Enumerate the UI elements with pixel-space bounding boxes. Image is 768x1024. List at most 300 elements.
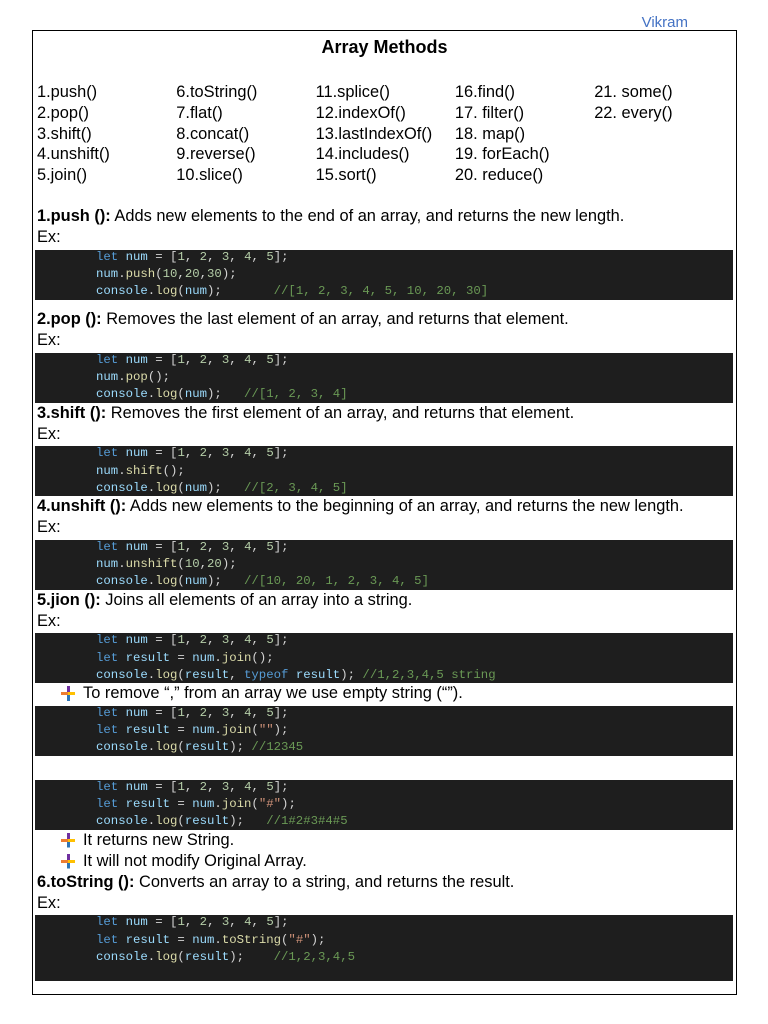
code-token: [ [170, 539, 178, 554]
code-token: ) [207, 387, 215, 402]
code-token: ; [281, 446, 289, 461]
code-token: . [118, 370, 126, 385]
method-name: 2.pop (): [37, 310, 102, 329]
spacer [33, 756, 736, 779]
code-token: ; [281, 352, 289, 367]
code-token: num [96, 463, 119, 478]
code-token: , [251, 705, 259, 720]
code-token: 5 [266, 249, 274, 264]
method-item: 21. some() [594, 83, 673, 101]
code-token: 3 [221, 539, 230, 554]
section-heading [33, 309, 736, 330]
method-item: 2.pop() [37, 103, 89, 122]
code-line [96, 813, 733, 830]
code-token: ] [273, 446, 282, 461]
code-token: ( [155, 267, 163, 282]
bullet-text: To remove “,” from an array we use empty string (“”). [83, 684, 463, 703]
code-token: = [155, 539, 163, 554]
code-token: , [229, 352, 237, 367]
code-token: result [184, 740, 230, 755]
code-token: ; [281, 539, 289, 554]
code-line [96, 250, 733, 266]
code-token: num [125, 915, 148, 930]
code-token: 3 [221, 705, 230, 720]
code-token: [ [170, 915, 178, 930]
bullet-text: It will not modify Original Array. [83, 851, 307, 870]
code-token: = [155, 352, 163, 367]
code-token: ; [281, 249, 289, 264]
code-token: . [147, 480, 156, 495]
code-token: 4 [244, 249, 252, 264]
code-token: let [96, 779, 119, 794]
code-token: , [251, 249, 259, 264]
code-token: console [96, 574, 148, 589]
code-token: . [147, 284, 156, 299]
code-token: num [125, 705, 148, 720]
methods-column [37, 82, 176, 186]
code-token: ; [347, 667, 356, 682]
method-item: 17. filter() [454, 103, 525, 122]
code-token: 3 [221, 446, 230, 461]
code-token: ) [340, 667, 348, 682]
method-description: Converts an array to a string, and returns the result. [138, 872, 515, 891]
code-token: ) [221, 267, 230, 282]
code-token: result [125, 932, 170, 947]
method-description: Removes the first element of an array, and returns that element. [110, 403, 575, 422]
code-token: //1,2,3,4,5 [273, 949, 355, 964]
code-line [96, 667, 733, 684]
code-token: = [177, 932, 185, 947]
code-token: . [214, 650, 222, 665]
code-token: , [229, 446, 237, 461]
code-token: console [96, 387, 148, 402]
code-token: [ [170, 633, 178, 648]
code-token: ] [273, 249, 282, 264]
code-token: num [125, 352, 148, 367]
bullet-cross-icon [61, 833, 75, 848]
code-token: "#" [288, 932, 311, 947]
method-name: 5.jion (): [37, 590, 101, 609]
page-title: Array Methods [321, 37, 448, 57]
code-token: ] [273, 539, 282, 554]
code-token: , [229, 539, 237, 554]
code-token: 4 [244, 446, 252, 461]
code-token: num [184, 284, 208, 299]
code-token: console [96, 667, 148, 682]
code-token: , [184, 352, 193, 367]
code-token: let [96, 249, 119, 264]
code-token: [ [170, 249, 178, 264]
method-item: 20. reduce() [454, 166, 544, 185]
code-line [96, 480, 733, 497]
method-name: 4.unshift (): [37, 497, 127, 516]
code-line [96, 573, 733, 590]
method-item: 10.slice() [176, 166, 243, 185]
code-token: ( [147, 370, 156, 385]
example-label: Ex: [37, 893, 61, 912]
code-line [96, 463, 733, 480]
section-heading [33, 403, 736, 424]
code-token: ; [214, 284, 222, 299]
code-token: . [214, 723, 222, 738]
bullet-point [33, 683, 736, 704]
code-token: pop [125, 370, 148, 385]
code-token: console [96, 814, 148, 829]
code-token: num [96, 557, 119, 572]
code-token: ( [177, 949, 185, 964]
code-token: num [125, 446, 148, 461]
section-push [33, 206, 736, 309]
code-token: ( [177, 284, 185, 299]
code-line [96, 915, 733, 931]
code-token: "#" [258, 797, 282, 812]
code-token: . [118, 557, 126, 572]
method-item: 18. map() [454, 124, 526, 143]
code-token: [ [170, 705, 178, 720]
code-token: num [125, 779, 148, 794]
code-token: //[2, 3, 4, 5] [244, 480, 348, 495]
code-token: log [155, 387, 178, 402]
code-token: 2 [199, 915, 208, 930]
code-token: . [147, 387, 156, 402]
code-token: . [147, 814, 156, 829]
code-token: ) [310, 932, 319, 947]
code-token: ; [318, 932, 326, 947]
code-token: num [184, 387, 208, 402]
code-token: result [295, 667, 341, 682]
code-token: = [177, 797, 185, 812]
code-token: ) [207, 284, 215, 299]
code-token: ) [281, 797, 289, 812]
code-token: , [229, 779, 237, 794]
code-line [96, 446, 733, 462]
code-token: 1 [177, 705, 185, 720]
code-token: , [229, 667, 237, 682]
code-token: ] [273, 352, 282, 367]
code-token: 4 [244, 705, 252, 720]
code-token: 4 [244, 539, 252, 554]
section-heading [33, 496, 736, 517]
method-item: 13.lastIndexOf() [315, 124, 433, 143]
code-token: , [207, 915, 215, 930]
code-token: result [184, 814, 230, 829]
code-token: ; [281, 915, 289, 930]
code-line [96, 780, 733, 796]
code-token: let [96, 797, 119, 812]
methods-column [594, 82, 733, 186]
code-line [96, 386, 733, 403]
code-token: . [214, 797, 222, 812]
code-token: [ [170, 352, 178, 367]
code-token: , [229, 633, 237, 648]
code-token: 3 [221, 249, 230, 264]
code-token: , [177, 267, 185, 282]
code-token: = [155, 705, 163, 720]
code-token: . [147, 949, 156, 964]
code-token: let [96, 915, 119, 930]
code-token: 10 [184, 557, 200, 572]
code-token: 20 [184, 267, 200, 282]
code-token: ] [273, 705, 282, 720]
code-token: = [155, 446, 163, 461]
code-block [35, 540, 733, 590]
code-token: , [207, 249, 215, 264]
method-item: 19. forEach() [454, 145, 550, 164]
code-token: 1 [177, 249, 185, 264]
bullet-cross-icon [61, 686, 75, 701]
section-tostring [33, 872, 736, 982]
code-token: ) [273, 723, 282, 738]
code-token: num [192, 797, 215, 812]
document-page [32, 30, 737, 995]
code-token: 5 [266, 446, 274, 461]
code-token: 30 [207, 267, 222, 282]
code-token: 3 [221, 915, 230, 930]
code-token: 1 [177, 779, 185, 794]
section-join [33, 590, 736, 872]
bullet-text: It returns new String. [83, 830, 235, 849]
code-token: . [118, 463, 126, 478]
spacer [33, 300, 736, 310]
code-line [96, 540, 733, 556]
method-item: 15.sort() [315, 166, 377, 185]
code-token: ( [177, 557, 185, 572]
code-token: . [118, 267, 126, 282]
code-block [35, 706, 733, 756]
code-token: ; [214, 387, 222, 402]
code-token: , [199, 267, 208, 282]
code-token: ; [236, 814, 245, 829]
methods-column [316, 82, 455, 186]
code-token: num [192, 723, 215, 738]
code-token: , [184, 779, 193, 794]
code-line [96, 650, 733, 667]
code-token: let [96, 633, 119, 648]
code-token: num [184, 574, 208, 589]
code-token: num [125, 633, 148, 648]
code-token: ; [214, 574, 222, 589]
code-token: log [155, 574, 178, 589]
code-token: 4 [244, 352, 252, 367]
code-token: shift [125, 463, 163, 478]
code-token: console [96, 740, 148, 755]
code-token: join [221, 723, 252, 738]
code-token: result [125, 797, 170, 812]
code-token: toString [221, 932, 282, 947]
code-token: ) [207, 574, 215, 589]
code-token: 5 [266, 779, 274, 794]
code-token: 2 [199, 249, 208, 264]
code-token: log [155, 480, 178, 495]
code-lines [96, 706, 733, 756]
code-token: //1,2,3,4,5 string [362, 667, 496, 682]
code-token: ] [273, 915, 282, 930]
code-token: ; [236, 740, 245, 755]
code-token: , [229, 705, 237, 720]
example-label: Ex: [37, 611, 61, 630]
code-token: , [199, 557, 208, 572]
methods-column [176, 82, 315, 186]
code-token: , [184, 915, 193, 930]
code-token: 5 [266, 633, 274, 648]
method-item: 3.shift() [37, 124, 92, 143]
code-token: num [96, 267, 119, 282]
code-token: //1#2#3#4#5 [266, 814, 348, 829]
code-token: = [177, 723, 185, 738]
section-heading [33, 206, 736, 227]
methods-index [37, 82, 736, 186]
code-token: typeof [244, 667, 289, 682]
example-label: Ex: [37, 228, 61, 247]
method-description: Adds new elements to the end of an array, and returns the new length. [114, 207, 625, 226]
method-item: 12.indexOf() [315, 103, 406, 122]
code-token: result [184, 667, 230, 682]
code-token: num [96, 370, 119, 385]
code-lines [96, 915, 733, 966]
code-token: = [155, 249, 163, 264]
code-block [35, 780, 733, 830]
code-token: , [184, 446, 193, 461]
code-token: , [229, 249, 237, 264]
code-token: , [251, 352, 259, 367]
code-token: 2 [199, 446, 208, 461]
code-token: ] [273, 633, 282, 648]
code-token: 3 [221, 633, 230, 648]
code-token: ( [162, 463, 171, 478]
code-token: ) [221, 557, 230, 572]
code-token: ) [170, 463, 178, 478]
code-token: result [184, 949, 230, 964]
code-token: ( [177, 667, 185, 682]
code-block [35, 915, 733, 981]
code-block [35, 250, 733, 300]
code-token: , [184, 705, 193, 720]
code-token: 5 [266, 705, 274, 720]
code-token: ( [177, 387, 185, 402]
code-token: console [96, 480, 148, 495]
code-token: console [96, 284, 148, 299]
bullet-cross-icon [61, 854, 75, 869]
code-line [96, 932, 733, 949]
code-token: result [125, 650, 170, 665]
code-token: let [96, 932, 119, 947]
code-token: let [96, 352, 119, 367]
code-token: let [96, 705, 119, 720]
code-token: , [184, 249, 193, 264]
code-token: ) [155, 370, 163, 385]
code-token: ( [177, 814, 185, 829]
code-token: , [251, 779, 259, 794]
code-token: ( [251, 723, 259, 738]
code-token: 4 [244, 633, 252, 648]
code-token: 20 [207, 557, 222, 572]
code-token: "" [258, 723, 274, 738]
method-item: 14.includes() [315, 145, 410, 164]
code-token: , [184, 633, 193, 648]
code-token: 10 [162, 267, 178, 282]
code-token: ( [251, 650, 259, 665]
code-token: ; [177, 463, 185, 478]
code-token: 2 [199, 633, 208, 648]
code-token: . [214, 932, 222, 947]
code-token: ; [162, 370, 171, 385]
section-shift [33, 403, 736, 497]
code-token: , [207, 705, 215, 720]
section-heading [33, 590, 736, 611]
bullet-point [33, 851, 736, 872]
code-token: , [207, 352, 215, 367]
method-item: 8.concat() [176, 124, 250, 143]
method-name: 6.toString (): [37, 872, 135, 891]
code-token: ; [229, 557, 237, 572]
section-pop [33, 309, 736, 403]
method-name: 3.shift (): [37, 403, 107, 422]
method-item: 9.reverse() [176, 145, 256, 164]
code-token: ; [288, 797, 296, 812]
code-lines [96, 633, 733, 683]
code-line [96, 949, 733, 966]
code-line [96, 633, 733, 649]
code-block [35, 633, 733, 683]
code-line [96, 283, 733, 300]
method-item: 6.toString() [176, 83, 258, 101]
method-description: Joins all elements of an array into a string. [105, 590, 413, 609]
code-token: , [184, 539, 193, 554]
code-token: //[1, 2, 3, 4, 5, 10, 20, 30] [273, 284, 489, 299]
code-line [96, 556, 733, 573]
code-token: 1 [177, 446, 185, 461]
method-item: 1.push() [37, 83, 98, 101]
code-token: . [147, 574, 156, 589]
code-token: ; [281, 779, 289, 794]
method-item: 11.splice() [315, 83, 390, 101]
code-token: 3 [221, 352, 230, 367]
author-name: Vikram [641, 14, 688, 31]
code-token: log [155, 284, 178, 299]
code-token: log [155, 814, 178, 829]
code-token: 4 [244, 779, 252, 794]
code-token: ] [273, 779, 282, 794]
code-token: 1 [177, 539, 185, 554]
code-token: log [155, 667, 178, 682]
code-lines [96, 353, 733, 403]
code-line [96, 353, 733, 369]
method-item: 22. every() [594, 103, 673, 122]
code-token: 1 [177, 915, 185, 930]
code-token: ; [281, 723, 289, 738]
method-description: Removes the last element of an array, and returns that element. [106, 310, 569, 329]
code-token: log [155, 949, 178, 964]
example-label: Ex: [37, 331, 61, 350]
section-heading [33, 872, 736, 893]
code-token: , [207, 633, 215, 648]
code-token: 2 [199, 539, 208, 554]
code-token: 1 [177, 352, 185, 367]
code-token: . [147, 667, 156, 682]
method-name: 1.push (): [37, 207, 111, 226]
code-token: num [125, 539, 148, 554]
code-token: push [125, 267, 156, 282]
code-token: , [251, 633, 259, 648]
code-lines [96, 780, 733, 830]
code-token: result [125, 723, 170, 738]
example-label: Ex: [37, 424, 61, 443]
code-token: ) [207, 480, 215, 495]
code-token: let [96, 446, 119, 461]
code-token: = [155, 915, 163, 930]
code-token: [ [170, 779, 178, 794]
code-token: = [155, 633, 163, 648]
